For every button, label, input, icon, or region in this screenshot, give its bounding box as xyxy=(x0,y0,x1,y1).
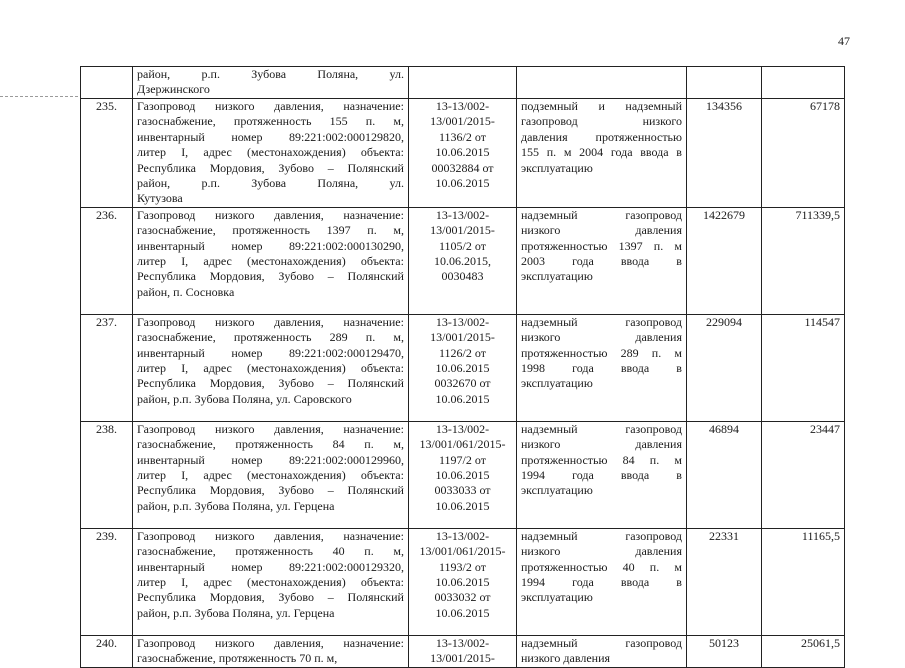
registration-record xyxy=(409,635,517,667)
type-line: надземный газопровод xyxy=(521,314,682,329)
description-line: Газопровод низкого давления, назначение: xyxy=(137,635,404,650)
type-line: надземный газопровод xyxy=(521,421,682,436)
description-line: Газопровод низкого давления, назначение: xyxy=(137,421,404,436)
object-description xyxy=(133,314,409,421)
object-type xyxy=(517,635,687,667)
type-line: протяженностью 1397 п. м xyxy=(521,238,682,253)
cell-line: 13-13/002- xyxy=(435,314,490,329)
type-line: эксплуатацию xyxy=(521,269,593,284)
description-line: литер I, адрес (местонахождения) объекта: xyxy=(137,145,404,160)
description-line: Республика Мордовия, Зубово – Полянский xyxy=(137,590,404,605)
table-row xyxy=(81,99,845,208)
description-line: инвентарный номер 89:221:002:000129960, xyxy=(137,452,404,467)
registration-record xyxy=(409,314,517,421)
type-line: 2003 года ввода в xyxy=(521,254,682,269)
description-line: инвентарный номер 89:221:002:000129820, xyxy=(137,129,404,144)
page-number: 47 xyxy=(838,34,850,48)
scan-artifact-line xyxy=(0,96,78,97)
cell-line: 0033032 от xyxy=(434,590,491,605)
object-description xyxy=(133,67,409,99)
type-line: низкого давления xyxy=(521,223,682,238)
cell-line: 10.06.2015 xyxy=(435,361,490,376)
cell-line: 1105/2 от xyxy=(439,238,486,253)
type-line: протяженностью 84 п. м xyxy=(521,452,682,467)
cell-line: 10.06.2015 xyxy=(435,605,490,620)
cell-line: 10.06.2015 xyxy=(435,176,490,191)
type-line: протяженностью 40 п. м xyxy=(521,559,682,574)
description-line: газоснабжение, протяженность 84 п. м, xyxy=(137,437,404,452)
object-description xyxy=(133,421,409,528)
row-number: 238. xyxy=(81,421,133,528)
object-type xyxy=(517,528,687,635)
description-line: Республика Мордовия, Зубово – Полянский xyxy=(137,376,404,391)
row-number: 235. xyxy=(81,99,133,208)
object-type xyxy=(517,207,687,314)
cell-line: 13-13/002- xyxy=(435,421,490,436)
cell-line: 13-13/002- xyxy=(435,207,490,222)
registration-record xyxy=(409,99,517,208)
type-line: эксплуатацию xyxy=(521,590,593,605)
book-value xyxy=(687,67,762,99)
description-line: литер I, адрес (местонахождения) объекта: xyxy=(137,254,404,269)
description-line: Газопровод низкого давления, назначение: xyxy=(137,528,404,543)
cell-line: 13/001/2015- xyxy=(430,114,495,129)
book-value: 46894 xyxy=(687,421,762,528)
table-row xyxy=(81,314,845,421)
description-line: район, р.п. Зубова Поляна, ул. Герцена xyxy=(137,605,335,620)
row-number xyxy=(81,67,133,99)
cell-line: 13/001/2015- xyxy=(430,223,495,238)
cell-line: 10.06.2015 xyxy=(435,468,490,483)
cell-line: 0032670 от xyxy=(434,376,491,391)
book-value: 1422679 xyxy=(687,207,762,314)
description-line: Дзержинского xyxy=(137,82,210,97)
description-line: Газопровод низкого давления, назначение: xyxy=(137,207,404,222)
cell-line: 13/001/2015- xyxy=(430,651,495,666)
book-value: 50123 xyxy=(687,635,762,667)
type-line: 1998 года ввода в xyxy=(521,361,682,376)
description-line: инвентарный номер 89:221:002:000129470, xyxy=(137,345,404,360)
residual-value: 23447 xyxy=(762,421,845,528)
object-type xyxy=(517,67,687,99)
registry-table-body xyxy=(81,67,845,668)
row-number: 237. xyxy=(81,314,133,421)
cell-line: 0030483 xyxy=(441,269,484,284)
table-row xyxy=(81,528,845,635)
cell-line: 10.06.2015 xyxy=(435,498,490,513)
cell-line: 1193/2 от xyxy=(439,559,486,574)
book-value: 229094 xyxy=(687,314,762,421)
registration-record xyxy=(409,421,517,528)
type-line: низкого давления xyxy=(521,437,682,452)
cell-line: 10.06.2015 xyxy=(435,145,490,160)
row-number: 239. xyxy=(81,528,133,635)
cell-line: 10.06.2015 xyxy=(435,575,490,590)
description-line: Республика Мордовия, Зубово – Полянский xyxy=(137,160,404,175)
cell-line: 10.06.2015, xyxy=(434,254,491,269)
description-line: Республика Мордовия, Зубово – Полянский xyxy=(137,269,404,284)
type-line: эксплуатацию xyxy=(521,483,593,498)
type-line: эксплуатацию xyxy=(521,376,593,391)
object-description xyxy=(133,635,409,667)
type-line: протяженностью 289 п. м xyxy=(521,345,682,360)
residual-value: 11165,5 xyxy=(762,528,845,635)
description-line: Газопровод низкого давления, назначение: xyxy=(137,314,404,329)
type-line: газопровод низкого xyxy=(521,114,682,129)
residual-value xyxy=(762,67,845,99)
description-line: газоснабжение, протяженность 155 п. м, xyxy=(137,114,404,129)
cell-line: 1136/2 от xyxy=(439,129,486,144)
residual-value: 114547 xyxy=(762,314,845,421)
description-line: район, р.п. Зубова Поляна, ул. xyxy=(137,176,404,191)
description-line: газоснабжение, протяженность 1397 п. м, xyxy=(137,223,404,238)
type-line: низкого давления xyxy=(521,330,682,345)
object-description xyxy=(133,528,409,635)
table-row xyxy=(81,67,845,99)
description-line: литер I, адрес (местонахождения) объекта: xyxy=(137,575,404,590)
type-line: 155 п. м 2004 года ввода в xyxy=(521,145,682,160)
type-line: надземный газопровод xyxy=(521,528,682,543)
property-registry-table xyxy=(80,66,845,668)
type-line: низкого давления xyxy=(521,651,611,666)
row-number: 240. xyxy=(81,635,133,667)
description-line: газоснабжение, протяженность 289 п. м, xyxy=(137,330,404,345)
type-line: 1994 года ввода в xyxy=(521,575,682,590)
object-description xyxy=(133,99,409,208)
cell-line: 13-13/002- xyxy=(435,635,490,650)
type-line: низкого давления xyxy=(521,544,682,559)
description-line: Газопровод низкого давления, назначение: xyxy=(137,99,404,113)
object-type xyxy=(517,99,687,208)
type-line: 1994 года ввода в xyxy=(521,468,682,483)
residual-value: 25061,5 xyxy=(762,635,845,667)
cell-line: 10.06.2015 xyxy=(435,391,490,406)
description-line: район, р.п. Зубова Поляна, ул. Герцена xyxy=(137,498,335,513)
type-line: подземный и надземный xyxy=(521,99,682,113)
description-line: Республика Мордовия, Зубово – Полянский xyxy=(137,483,404,498)
cell-line: 0033033 от xyxy=(434,483,491,498)
cell-line: 13/001/2015- xyxy=(430,330,495,345)
cell-line: 13-13/002- xyxy=(435,99,490,113)
cell-line: 13/001/061/2015- xyxy=(419,544,506,559)
description-line: инвентарный номер 89:221:002:000130290, xyxy=(137,238,404,253)
cell-line: 1126/2 от xyxy=(439,345,486,360)
description-line: район, р.п. Зубова Поляна, ул. Саровского xyxy=(137,391,352,406)
description-line: район, р.п. Зубова Поляна, ул. xyxy=(137,67,404,81)
object-description xyxy=(133,207,409,314)
registration-record xyxy=(409,67,517,99)
cell-line: 13/001/061/2015- xyxy=(419,437,506,452)
description-line: литер I, адрес (местонахождения) объекта: xyxy=(137,361,404,376)
cell-line: 13-13/002- xyxy=(435,528,490,543)
cell-line: 1197/2 от xyxy=(439,452,486,467)
object-type xyxy=(517,314,687,421)
table-row xyxy=(81,421,845,528)
type-line: надземный газопровод xyxy=(521,635,682,650)
registration-record xyxy=(409,528,517,635)
description-line: инвентарный номер 89:221:002:000129320, xyxy=(137,559,404,574)
book-value: 134356 xyxy=(687,99,762,208)
book-value: 22331 xyxy=(687,528,762,635)
description-line: газоснабжение, протяженность 70 п. м, xyxy=(137,651,338,666)
residual-value: 67178 xyxy=(762,99,845,208)
type-line: эксплуатацию xyxy=(521,160,593,175)
description-line: Кутузова xyxy=(137,191,183,206)
description-line: газоснабжение, протяженность 40 п. м, xyxy=(137,544,404,559)
registration-record xyxy=(409,207,517,314)
cell-line: 00032884 от xyxy=(431,160,494,175)
object-type xyxy=(517,421,687,528)
residual-value: 711339,5 xyxy=(762,207,845,314)
table-row xyxy=(81,635,845,667)
description-line: литер I, адрес (местонахождения) объекта: xyxy=(137,468,404,483)
table-row xyxy=(81,207,845,314)
row-number: 236. xyxy=(81,207,133,314)
description-line: район, п. Сосновка xyxy=(137,284,235,299)
type-line: давления протяженностью xyxy=(521,129,682,144)
type-line: надземный газопровод xyxy=(521,207,682,222)
